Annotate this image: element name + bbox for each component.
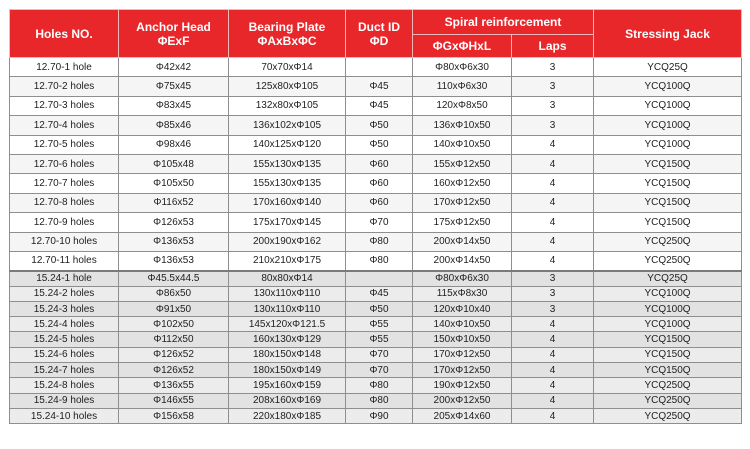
stressing-jack-cell: YCQ100Q	[594, 77, 742, 96]
bearing-plate-cell: 155x130xΦ135	[229, 174, 346, 193]
bearing-plate-cell: 125x80xΦ105	[229, 77, 346, 96]
duct-id-cell: Φ60	[346, 193, 413, 212]
bearing-plate-cell: 160x130xΦ129	[229, 332, 346, 347]
bearing-plate-cell: 145x120xΦ121.5	[229, 317, 346, 332]
duct-id-cell: Φ80	[346, 232, 413, 251]
anchor-spec-table	[9, 9, 742, 424]
anchor-head-cell: Φ136x55	[119, 378, 229, 393]
table-header	[10, 10, 742, 58]
duct-id-cell: Φ50	[346, 301, 413, 316]
anchor-head-cell: Φ105x48	[119, 154, 229, 173]
anchor-head-cell: Φ126x52	[119, 347, 229, 362]
table-row	[10, 213, 742, 232]
header-spiral: Spiral reinforcement	[413, 10, 594, 35]
holes-cell: 12.70-11 holes	[10, 251, 119, 270]
spiral-cell: 150xΦ10x50	[413, 332, 512, 347]
anchor-head-cell: Φ75x45	[119, 77, 229, 96]
stressing-jack-cell: YCQ100Q	[594, 301, 742, 316]
holes-cell: 15.24-2 holes	[10, 286, 119, 301]
anchor-head-cell: Φ126x52	[119, 363, 229, 378]
laps-cell: 4	[512, 408, 594, 423]
duct-id-cell: Φ70	[346, 213, 413, 232]
stressing-jack-cell: YCQ100Q	[594, 116, 742, 135]
stressing-jack-cell: YCQ150Q	[594, 332, 742, 347]
laps-cell: 4	[512, 232, 594, 251]
bearing-plate-cell: 130x110xΦ110	[229, 301, 346, 316]
table-row	[10, 174, 742, 193]
bearing-plate-cell: 155x130xΦ135	[229, 154, 346, 173]
spiral-cell: 120xΦ10x40	[413, 301, 512, 316]
spec-table-container	[9, 9, 741, 424]
anchor-head-cell: Φ116x52	[119, 193, 229, 212]
spiral-cell: 190xΦ12x50	[413, 378, 512, 393]
duct-id-cell: Φ80	[346, 378, 413, 393]
stressing-jack-cell: YCQ100Q	[594, 135, 742, 154]
header-laps: Laps	[512, 35, 594, 58]
spiral-cell: 160xΦ12x50	[413, 174, 512, 193]
bearing-plate-cell: 200x190xΦ162	[229, 232, 346, 251]
duct-id-cell	[346, 58, 413, 77]
table-row	[10, 116, 742, 135]
duct-id-cell: Φ80	[346, 251, 413, 270]
table-row	[10, 193, 742, 212]
stressing-jack-cell: YCQ250Q	[594, 251, 742, 270]
laps-cell: 4	[512, 317, 594, 332]
spiral-cell: Φ80xΦ6x30	[413, 271, 512, 286]
bearing-plate-cell: 220x180xΦ185	[229, 408, 346, 423]
bearing-plate-cell: 180x150xΦ149	[229, 363, 346, 378]
anchor-head-cell: Φ98x46	[119, 135, 229, 154]
header-bearing-plate-title: Bearing Plate	[248, 19, 326, 34]
duct-id-cell: Φ50	[346, 135, 413, 154]
bearing-plate-cell: 175x170xΦ145	[229, 213, 346, 232]
stressing-jack-cell: YCQ150Q	[594, 363, 742, 378]
holes-cell: 15.24-5 holes	[10, 332, 119, 347]
table-row	[10, 393, 742, 408]
table-row	[10, 332, 742, 347]
holes-cell: 15.24-8 holes	[10, 378, 119, 393]
duct-id-cell: Φ80	[346, 393, 413, 408]
spiral-cell: 200xΦ12x50	[413, 393, 512, 408]
holes-cell: 12.70-2 holes	[10, 77, 119, 96]
anchor-head-cell: Φ136x53	[119, 232, 229, 251]
table-row	[10, 378, 742, 393]
spiral-cell: 120xΦ8x50	[413, 96, 512, 115]
table-row	[10, 347, 742, 362]
table-row	[10, 271, 742, 286]
holes-cell: 15.24-1 hole	[10, 271, 119, 286]
duct-id-cell: Φ60	[346, 154, 413, 173]
anchor-head-cell: Φ146x55	[119, 393, 229, 408]
header-spiral-dims: ΦGxΦHxL	[413, 35, 512, 58]
spiral-cell: 140xΦ10x50	[413, 135, 512, 154]
header-duct-id-title: Duct ID	[358, 19, 400, 34]
duct-id-cell: Φ70	[346, 347, 413, 362]
spiral-cell: 200xΦ14x50	[413, 232, 512, 251]
duct-id-cell: Φ45	[346, 77, 413, 96]
anchor-head-cell: Φ136x53	[119, 251, 229, 270]
bearing-plate-cell: 136x102xΦ105	[229, 116, 346, 135]
stressing-jack-cell: YCQ250Q	[594, 408, 742, 423]
laps-cell: 3	[512, 58, 594, 77]
header-duct-id	[346, 10, 413, 58]
holes-cell: 15.24-7 holes	[10, 363, 119, 378]
stressing-jack-cell: YCQ250Q	[594, 378, 742, 393]
anchor-head-cell: Φ83x45	[119, 96, 229, 115]
table-row	[10, 58, 742, 77]
bearing-plate-cell: 70x70xΦ14	[229, 58, 346, 77]
spiral-cell: 110xΦ6x30	[413, 77, 512, 96]
laps-cell: 3	[512, 96, 594, 115]
laps-cell: 4	[512, 347, 594, 362]
duct-id-cell	[346, 271, 413, 286]
holes-cell: 15.24-6 holes	[10, 347, 119, 362]
anchor-head-cell: Φ112x50	[119, 332, 229, 347]
spiral-cell: 200xΦ14x50	[413, 251, 512, 270]
stressing-jack-cell: YCQ100Q	[594, 286, 742, 301]
stressing-jack-cell: YCQ150Q	[594, 347, 742, 362]
header-bearing-plate	[229, 10, 346, 58]
group-12-70-rows	[10, 58, 742, 271]
laps-cell: 4	[512, 363, 594, 378]
holes-cell: 12.70-7 holes	[10, 174, 119, 193]
spiral-cell: 136xΦ10x50	[413, 116, 512, 135]
spiral-cell: 140xΦ10x50	[413, 317, 512, 332]
stressing-jack-cell: YCQ150Q	[594, 174, 742, 193]
spiral-cell: 170xΦ12x50	[413, 347, 512, 362]
anchor-head-cell: Φ102x50	[119, 317, 229, 332]
holes-cell: 15.24-9 holes	[10, 393, 119, 408]
anchor-head-cell: Φ156x58	[119, 408, 229, 423]
laps-cell: 3	[512, 77, 594, 96]
laps-cell: 4	[512, 174, 594, 193]
duct-id-cell: Φ50	[346, 116, 413, 135]
laps-cell: 3	[512, 301, 594, 316]
stressing-jack-cell: YCQ150Q	[594, 154, 742, 173]
holes-cell: 12.70-5 holes	[10, 135, 119, 154]
anchor-head-cell: Φ126x53	[119, 213, 229, 232]
header-anchor-head-sub: ΦExF	[157, 33, 190, 48]
header-duct-id-sub: ΦD	[369, 33, 389, 48]
laps-cell: 3	[512, 271, 594, 286]
header-bearing-plate-sub: ΦAxBxΦC	[257, 33, 317, 48]
group-15-24-rows	[10, 271, 742, 424]
table-row	[10, 77, 742, 96]
spiral-cell: 205xΦ14x60	[413, 408, 512, 423]
spiral-cell: 170xΦ12x50	[413, 193, 512, 212]
holes-cell: 12.70-9 holes	[10, 213, 119, 232]
table-row	[10, 154, 742, 173]
duct-id-cell: Φ45	[346, 286, 413, 301]
holes-cell: 12.70-8 holes	[10, 193, 119, 212]
holes-cell: 15.24-10 holes	[10, 408, 119, 423]
bearing-plate-cell: 208x160xΦ169	[229, 393, 346, 408]
table-row	[10, 232, 742, 251]
table-row	[10, 286, 742, 301]
anchor-head-cell: Φ45.5x44.5	[119, 271, 229, 286]
holes-cell: 12.70-10 holes	[10, 232, 119, 251]
duct-id-cell: Φ60	[346, 174, 413, 193]
anchor-head-cell: Φ86x50	[119, 286, 229, 301]
laps-cell: 4	[512, 332, 594, 347]
laps-cell: 4	[512, 378, 594, 393]
bearing-plate-cell: 195x160xΦ159	[229, 378, 346, 393]
laps-cell: 4	[512, 251, 594, 270]
laps-cell: 4	[512, 213, 594, 232]
bearing-plate-cell: 80x80xΦ14	[229, 271, 346, 286]
table-row	[10, 96, 742, 115]
header-holes: Holes NO.	[10, 10, 119, 58]
stressing-jack-cell: YCQ100Q	[594, 96, 742, 115]
holes-cell: 12.70-4 holes	[10, 116, 119, 135]
stressing-jack-cell: YCQ25Q	[594, 58, 742, 77]
laps-cell: 3	[512, 116, 594, 135]
table-row	[10, 317, 742, 332]
spiral-cell: 155xΦ12x50	[413, 154, 512, 173]
holes-cell: 15.24-4 holes	[10, 317, 119, 332]
duct-id-cell: Φ55	[346, 332, 413, 347]
table-row	[10, 301, 742, 316]
spiral-cell: 170xΦ12x50	[413, 363, 512, 378]
header-anchor-head-title: Anchor Head	[136, 19, 211, 34]
table-row	[10, 363, 742, 378]
duct-id-cell: Φ55	[346, 317, 413, 332]
stressing-jack-cell: YCQ150Q	[594, 193, 742, 212]
laps-cell: 4	[512, 135, 594, 154]
stressing-jack-cell: YCQ100Q	[594, 317, 742, 332]
bearing-plate-cell: 140x125xΦ120	[229, 135, 346, 154]
stressing-jack-cell: YCQ250Q	[594, 232, 742, 251]
anchor-head-cell: Φ42x42	[119, 58, 229, 77]
bearing-plate-cell: 130x110xΦ110	[229, 286, 346, 301]
spiral-cell: Φ80xΦ6x30	[413, 58, 512, 77]
laps-cell: 4	[512, 393, 594, 408]
bearing-plate-cell: 132x80xΦ105	[229, 96, 346, 115]
holes-cell: 12.70-6 holes	[10, 154, 119, 173]
duct-id-cell: Φ70	[346, 363, 413, 378]
header-anchor-head	[119, 10, 229, 58]
header-stressing-jack: Stressing Jack	[594, 10, 742, 58]
spiral-cell: 175xΦ12x50	[413, 213, 512, 232]
laps-cell: 4	[512, 193, 594, 212]
stressing-jack-cell: YCQ150Q	[594, 213, 742, 232]
anchor-head-cell: Φ85x46	[119, 116, 229, 135]
laps-cell: 3	[512, 286, 594, 301]
table-row	[10, 408, 742, 423]
holes-cell: 12.70-3 holes	[10, 96, 119, 115]
bearing-plate-cell: 180x150xΦ148	[229, 347, 346, 362]
spiral-cell: 115xΦ8x30	[413, 286, 512, 301]
bearing-plate-cell: 170x160xΦ140	[229, 193, 346, 212]
duct-id-cell: Φ90	[346, 408, 413, 423]
anchor-head-cell: Φ105x50	[119, 174, 229, 193]
table-row	[10, 251, 742, 270]
table-row	[10, 135, 742, 154]
laps-cell: 4	[512, 154, 594, 173]
duct-id-cell: Φ45	[346, 96, 413, 115]
anchor-head-cell: Φ91x50	[119, 301, 229, 316]
stressing-jack-cell: YCQ25Q	[594, 271, 742, 286]
holes-cell: 15.24-3 holes	[10, 301, 119, 316]
bearing-plate-cell: 210x210xΦ175	[229, 251, 346, 270]
holes-cell: 12.70-1 hole	[10, 58, 119, 77]
stressing-jack-cell: YCQ250Q	[594, 393, 742, 408]
